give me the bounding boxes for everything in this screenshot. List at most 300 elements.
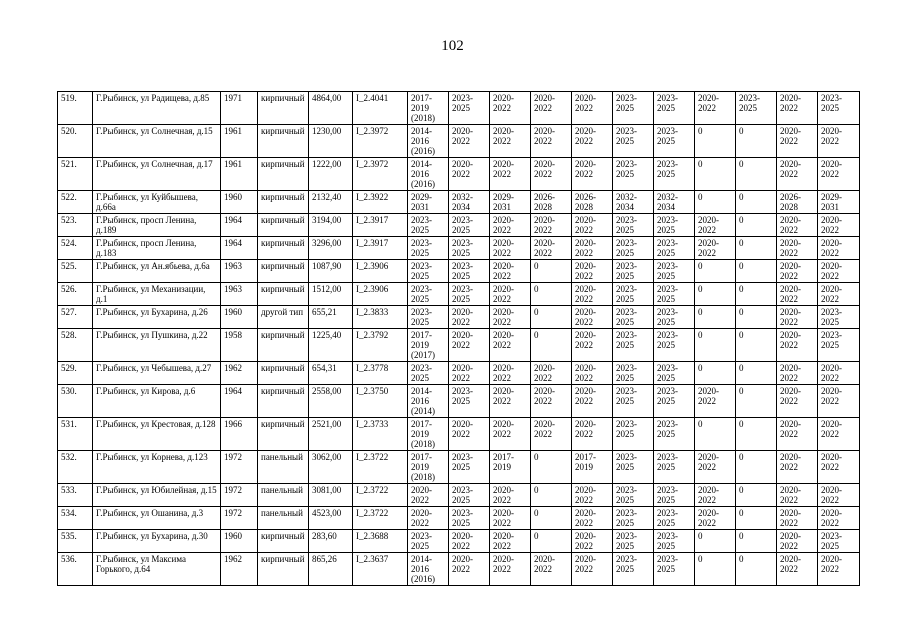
cell-row-number: 520. (58, 125, 93, 158)
cell-area: 3081,00 (309, 484, 353, 507)
cell-period-2: 2023-2025 (449, 237, 490, 260)
cell-wall-material: кирпичный (258, 158, 309, 191)
cell-area: 4864,00 (309, 92, 353, 125)
cell-period-5: 2020-2022 (572, 125, 613, 158)
cell-year-built: 1960 (221, 191, 258, 214)
cell-period-3: 2020-2022 (490, 530, 531, 553)
cell-period-8: 0 (695, 158, 736, 191)
cell-area: 2132,40 (309, 191, 353, 214)
cell-period-7: 2023-2025 (654, 484, 695, 507)
cell-house-code: I_2.3972 (353, 125, 408, 158)
cell-row-number: 522. (58, 191, 93, 214)
cell-period-3: 2020-2022 (490, 418, 531, 451)
cell-period-11: 2020-2022 (818, 385, 860, 418)
cell-period-10: 2020-2022 (777, 158, 818, 191)
cell-period-8: 0 (695, 530, 736, 553)
cell-period-6: 2023-2025 (613, 507, 654, 530)
cell-address: Г.Рыбинск, ул Кирова, д.6 (93, 385, 221, 418)
cell-wall-material: панельный (258, 507, 309, 530)
table-row (58, 306, 860, 329)
cell-row-number: 530. (58, 385, 93, 418)
cell-area: 865,26 (309, 553, 353, 586)
cell-period-2: 2023-2025 (449, 507, 490, 530)
cell-period-3: 2020-2022 (490, 237, 531, 260)
cell-area: 1512,00 (309, 283, 353, 306)
cell-year-built: 1962 (221, 553, 258, 586)
cell-period-4: 0 (531, 329, 572, 362)
table-row (58, 329, 860, 362)
cell-period-9: 0 (736, 125, 777, 158)
cell-wall-material: кирпичный (258, 385, 309, 418)
cell-period-7: 2023-2025 (654, 237, 695, 260)
cell-row-number: 524. (58, 237, 93, 260)
cell-period-9: 0 (736, 530, 777, 553)
cell-period-1: 2023-2025 (408, 283, 449, 306)
cell-period-7: 2032-2034 (654, 191, 695, 214)
cell-wall-material: кирпичный (258, 125, 309, 158)
cell-period-6: 2023-2025 (613, 214, 654, 237)
cell-period-4: 2020-2022 (531, 92, 572, 125)
cell-period-1: 2017-2019 (2018) (408, 418, 449, 451)
table-row (58, 418, 860, 451)
cell-period-11: 2020-2022 (818, 451, 860, 484)
cell-house-code: I_2.4041 (353, 92, 408, 125)
cell-period-10: 2020-2022 (777, 92, 818, 125)
cell-address: Г.Рыбинск, ул Бухарина, д.30 (93, 530, 221, 553)
cell-period-9: 0 (736, 214, 777, 237)
cell-period-1: 2014-2016 (2016) (408, 553, 449, 586)
cell-wall-material: кирпичный (258, 362, 309, 385)
cell-address: Г.Рыбинск, ул Бухарина, д.26 (93, 306, 221, 329)
cell-address: Г.Рыбинск, ул Корнева, д.123 (93, 451, 221, 484)
cell-period-8: 0 (695, 306, 736, 329)
table-body (58, 92, 860, 586)
cell-house-code: I_2.3906 (353, 283, 408, 306)
table-row (58, 283, 860, 306)
cell-period-11: 2020-2022 (818, 484, 860, 507)
cell-period-7: 2023-2025 (654, 507, 695, 530)
cell-period-1: 2023-2025 (408, 530, 449, 553)
cell-area: 1222,00 (309, 158, 353, 191)
cell-year-built: 1972 (221, 451, 258, 484)
cell-period-5: 2020-2022 (572, 329, 613, 362)
cell-period-6: 2023-2025 (613, 92, 654, 125)
cell-period-7: 2023-2025 (654, 451, 695, 484)
cell-house-code: I_2.3972 (353, 158, 408, 191)
cell-period-5: 2020-2022 (572, 507, 613, 530)
cell-period-9: 0 (736, 451, 777, 484)
cell-period-5: 2020-2022 (572, 306, 613, 329)
cell-year-built: 1961 (221, 158, 258, 191)
cell-period-2: 2020-2022 (449, 125, 490, 158)
cell-period-5: 2020-2022 (572, 484, 613, 507)
cell-period-5: 2020-2022 (572, 92, 613, 125)
cell-period-10: 2020-2022 (777, 507, 818, 530)
cell-house-code: I_2.3722 (353, 484, 408, 507)
cell-period-2: 2023-2025 (449, 214, 490, 237)
page-number: 102 (441, 38, 464, 54)
cell-year-built: 1958 (221, 329, 258, 362)
cell-period-9: 0 (736, 158, 777, 191)
cell-period-11: 2020-2022 (818, 553, 860, 586)
cell-wall-material: панельный (258, 451, 309, 484)
cell-period-4: 2020-2022 (531, 158, 572, 191)
cell-period-5: 2017-2019 (572, 451, 613, 484)
cell-period-6: 2023-2025 (613, 385, 654, 418)
cell-period-5: 2020-2022 (572, 237, 613, 260)
cell-area: 2521,00 (309, 418, 353, 451)
cell-period-3: 2017-2019 (490, 451, 531, 484)
cell-period-9: 0 (736, 507, 777, 530)
cell-house-code: I_2.3750 (353, 385, 408, 418)
cell-wall-material: кирпичный (258, 237, 309, 260)
cell-address: Г.Рыбинск, ул Солнечная, д.17 (93, 158, 221, 191)
cell-period-5: 2020-2022 (572, 260, 613, 283)
cell-period-7: 2023-2025 (654, 92, 695, 125)
cell-period-1: 2023-2025 (408, 237, 449, 260)
cell-address: Г.Рыбинск, просп Ленина, д.183 (93, 237, 221, 260)
cell-wall-material: кирпичный (258, 418, 309, 451)
cell-period-5: 2020-2022 (572, 553, 613, 586)
cell-period-2: 2023-2025 (449, 260, 490, 283)
cell-period-6: 2023-2025 (613, 418, 654, 451)
cell-row-number: 532. (58, 451, 93, 484)
cell-period-1: 2023-2025 (408, 362, 449, 385)
cell-period-1: 2014-2016 (2016) (408, 158, 449, 191)
cell-wall-material: кирпичный (258, 191, 309, 214)
cell-period-2: 2023-2025 (449, 92, 490, 125)
cell-period-8: 2020-2022 (695, 92, 736, 125)
cell-row-number: 529. (58, 362, 93, 385)
cell-period-11: 2029-2031 (818, 191, 860, 214)
cell-period-3: 2020-2022 (490, 92, 531, 125)
cell-address: Г.Рыбинск, ул Юбилейная, д.15 (93, 484, 221, 507)
cell-period-3: 2020-2022 (490, 306, 531, 329)
cell-period-10: 2020-2022 (777, 362, 818, 385)
cell-year-built: 1960 (221, 306, 258, 329)
cell-house-code: I_2.3917 (353, 214, 408, 237)
cell-row-number: 523. (58, 214, 93, 237)
cell-area: 654,31 (309, 362, 353, 385)
cell-period-10: 2020-2022 (777, 385, 818, 418)
cell-period-4: 0 (531, 451, 572, 484)
cell-address: Г.Рыбинск, ул Пушкина, д.22 (93, 329, 221, 362)
cell-period-6: 2023-2025 (613, 125, 654, 158)
cell-period-3: 2020-2022 (490, 214, 531, 237)
cell-period-11: 2020-2022 (818, 125, 860, 158)
cell-period-11: 2023-2025 (818, 530, 860, 553)
cell-period-1: 2017-2019 (2017) (408, 329, 449, 362)
cell-row-number: 527. (58, 306, 93, 329)
table-row (58, 553, 860, 586)
cell-period-8: 0 (695, 283, 736, 306)
cell-period-5: 2020-2022 (572, 385, 613, 418)
cell-area: 3194,00 (309, 214, 353, 237)
cell-period-9: 2023-2025 (736, 92, 777, 125)
cell-period-3: 2020-2022 (490, 362, 531, 385)
cell-period-3: 2020-2022 (490, 553, 531, 586)
table-row (58, 484, 860, 507)
cell-period-9: 0 (736, 329, 777, 362)
cell-row-number: 521. (58, 158, 93, 191)
cell-address: Г.Рыбинск, ул Максима Горького, д.64 (93, 553, 221, 586)
cell-period-3: 2020-2022 (490, 329, 531, 362)
cell-period-1: 2014-2016 (2014) (408, 385, 449, 418)
cell-period-2: 2032-2034 (449, 191, 490, 214)
cell-period-4: 2020-2022 (531, 418, 572, 451)
cell-period-1: 2023-2025 (408, 260, 449, 283)
cell-period-4: 2020-2022 (531, 125, 572, 158)
cell-house-code: I_2.3906 (353, 260, 408, 283)
cell-house-code: I_2.3778 (353, 362, 408, 385)
cell-period-11: 2023-2025 (818, 92, 860, 125)
cell-period-8: 0 (695, 418, 736, 451)
cell-period-11: 2023-2025 (818, 329, 860, 362)
cell-period-2: 2020-2022 (449, 306, 490, 329)
cell-address: Г.Рыбинск, просп Ленина, д.189 (93, 214, 221, 237)
cell-year-built: 1963 (221, 260, 258, 283)
cell-period-9: 0 (736, 191, 777, 214)
cell-period-4: 0 (531, 507, 572, 530)
cell-period-8: 0 (695, 260, 736, 283)
cell-address: Г.Рыбинск, ул Ан.ябьева, д.6а (93, 260, 221, 283)
cell-house-code: I_2.3722 (353, 507, 408, 530)
table-row (58, 158, 860, 191)
cell-period-5: 2020-2022 (572, 530, 613, 553)
cell-row-number: 534. (58, 507, 93, 530)
cell-period-7: 2023-2025 (654, 385, 695, 418)
cell-year-built: 1964 (221, 237, 258, 260)
cell-period-8: 2020-2022 (695, 385, 736, 418)
cell-period-7: 2023-2025 (654, 418, 695, 451)
cell-wall-material: кирпичный (258, 283, 309, 306)
cell-period-7: 2023-2025 (654, 283, 695, 306)
cell-period-6: 2023-2025 (613, 158, 654, 191)
cell-house-code: I_2.3722 (353, 451, 408, 484)
cell-period-2: 2020-2022 (449, 530, 490, 553)
cell-period-8: 0 (695, 553, 736, 586)
cell-wall-material: панельный (258, 484, 309, 507)
cell-area: 1087,90 (309, 260, 353, 283)
cell-area: 2558,00 (309, 385, 353, 418)
cell-period-10: 2020-2022 (777, 214, 818, 237)
housing-table (57, 91, 860, 586)
cell-period-10: 2020-2022 (777, 451, 818, 484)
cell-period-3: 2020-2022 (490, 507, 531, 530)
cell-period-6: 2023-2025 (613, 329, 654, 362)
cell-period-8: 2020-2022 (695, 484, 736, 507)
cell-period-1: 2029-2031 (408, 191, 449, 214)
cell-period-3: 2020-2022 (490, 484, 531, 507)
cell-year-built: 1964 (221, 385, 258, 418)
cell-period-7: 2023-2025 (654, 260, 695, 283)
cell-period-9: 0 (736, 283, 777, 306)
cell-year-built: 1972 (221, 484, 258, 507)
cell-address: Г.Рыбинск, ул Механизации, д.1 (93, 283, 221, 306)
cell-period-8: 2020-2022 (695, 451, 736, 484)
cell-period-5: 2020-2022 (572, 158, 613, 191)
cell-wall-material: кирпичный (258, 530, 309, 553)
table-row (58, 92, 860, 125)
cell-period-9: 0 (736, 362, 777, 385)
cell-period-6: 2032-2034 (613, 191, 654, 214)
cell-period-10: 2020-2022 (777, 553, 818, 586)
cell-period-11: 2020-2022 (818, 237, 860, 260)
table-row (58, 125, 860, 158)
cell-period-2: 2020-2022 (449, 362, 490, 385)
cell-area: 3062,00 (309, 451, 353, 484)
cell-wall-material: кирпичный (258, 92, 309, 125)
cell-period-1: 2023-2025 (408, 214, 449, 237)
cell-period-6: 2023-2025 (613, 283, 654, 306)
cell-period-8: 0 (695, 362, 736, 385)
cell-row-number: 526. (58, 283, 93, 306)
cell-area: 4523,00 (309, 507, 353, 530)
cell-period-1: 2014-2016 (2016) (408, 125, 449, 158)
cell-period-8: 2020-2022 (695, 214, 736, 237)
cell-row-number: 525. (58, 260, 93, 283)
cell-period-3: 2029-2031 (490, 191, 531, 214)
cell-period-11: 2020-2022 (818, 418, 860, 451)
cell-period-2: 2023-2025 (449, 451, 490, 484)
table-row (58, 237, 860, 260)
table-row (58, 507, 860, 530)
cell-period-2: 2023-2025 (449, 283, 490, 306)
cell-period-11: 2020-2022 (818, 362, 860, 385)
table-row (58, 451, 860, 484)
cell-period-9: 0 (736, 306, 777, 329)
cell-period-2: 2020-2022 (449, 329, 490, 362)
cell-row-number: 519. (58, 92, 93, 125)
cell-year-built: 1964 (221, 214, 258, 237)
cell-period-3: 2020-2022 (490, 158, 531, 191)
cell-row-number: 531. (58, 418, 93, 451)
cell-period-2: 2020-2022 (449, 418, 490, 451)
cell-area: 3296,00 (309, 237, 353, 260)
cell-row-number: 528. (58, 329, 93, 362)
cell-period-2: 2023-2025 (449, 484, 490, 507)
cell-period-2: 2020-2022 (449, 553, 490, 586)
cell-period-10: 2020-2022 (777, 260, 818, 283)
cell-period-6: 2023-2025 (613, 362, 654, 385)
cell-period-9: 0 (736, 484, 777, 507)
cell-period-1: 2017-2019 (2018) (408, 451, 449, 484)
cell-period-4: 0 (531, 283, 572, 306)
cell-period-8: 0 (695, 329, 736, 362)
table-row (58, 191, 860, 214)
cell-period-5: 2020-2022 (572, 418, 613, 451)
cell-period-4: 2020-2022 (531, 214, 572, 237)
cell-period-8: 0 (695, 191, 736, 214)
cell-period-6: 2023-2025 (613, 237, 654, 260)
cell-period-4: 0 (531, 530, 572, 553)
cell-period-7: 2023-2025 (654, 329, 695, 362)
cell-year-built: 1960 (221, 530, 258, 553)
cell-period-4: 2020-2022 (531, 237, 572, 260)
cell-period-11: 2020-2022 (818, 283, 860, 306)
cell-year-built: 1971 (221, 92, 258, 125)
cell-year-built: 1966 (221, 418, 258, 451)
table-row (58, 260, 860, 283)
cell-period-5: 2020-2022 (572, 362, 613, 385)
cell-house-code: I_2.3917 (353, 237, 408, 260)
cell-period-4: 0 (531, 484, 572, 507)
cell-period-10: 2026-2028 (777, 191, 818, 214)
cell-period-11: 2020-2022 (818, 158, 860, 191)
cell-address: Г.Рыбинск, ул Куйбышева, д.66а (93, 191, 221, 214)
cell-period-7: 2023-2025 (654, 214, 695, 237)
cell-wall-material: кирпичный (258, 329, 309, 362)
cell-period-7: 2023-2025 (654, 125, 695, 158)
cell-year-built: 1961 (221, 125, 258, 158)
cell-period-10: 2020-2022 (777, 125, 818, 158)
cell-period-6: 2023-2025 (613, 553, 654, 586)
cell-period-5: 2026-2028 (572, 191, 613, 214)
cell-period-8: 2020-2022 (695, 237, 736, 260)
cell-period-10: 2020-2022 (777, 237, 818, 260)
cell-period-5: 2020-2022 (572, 283, 613, 306)
cell-period-11: 2023-2025 (818, 306, 860, 329)
cell-house-code: I_2.3833 (353, 306, 408, 329)
cell-period-6: 2023-2025 (613, 451, 654, 484)
cell-period-4: 0 (531, 306, 572, 329)
cell-period-1: 2023-2025 (408, 306, 449, 329)
cell-period-4: 2020-2022 (531, 553, 572, 586)
table-row (58, 362, 860, 385)
cell-period-3: 2020-2022 (490, 385, 531, 418)
cell-period-6: 2023-2025 (613, 260, 654, 283)
table-row (58, 530, 860, 553)
cell-period-6: 2023-2025 (613, 530, 654, 553)
cell-period-4: 2020-2022 (531, 362, 572, 385)
cell-period-3: 2020-2022 (490, 283, 531, 306)
cell-period-11: 2020-2022 (818, 507, 860, 530)
cell-house-code: I_2.3733 (353, 418, 408, 451)
cell-period-7: 2023-2025 (654, 158, 695, 191)
cell-house-code: I_2.3637 (353, 553, 408, 586)
cell-area: 283,60 (309, 530, 353, 553)
cell-wall-material: другой тип (258, 306, 309, 329)
cell-period-4: 0 (531, 260, 572, 283)
cell-period-10: 2020-2022 (777, 418, 818, 451)
cell-period-5: 2020-2022 (572, 214, 613, 237)
cell-address: Г.Рыбинск, ул Радищева, д.85 (93, 92, 221, 125)
cell-period-8: 0 (695, 125, 736, 158)
cell-row-number: 533. (58, 484, 93, 507)
cell-area: 1225,40 (309, 329, 353, 362)
cell-house-code: I_2.3792 (353, 329, 408, 362)
cell-address: Г.Рыбинск, ул Крестовая, д.128 (93, 418, 221, 451)
cell-period-7: 2023-2025 (654, 306, 695, 329)
cell-address: Г.Рыбинск, ул Чебышева, д.27 (93, 362, 221, 385)
cell-house-code: I_2.3922 (353, 191, 408, 214)
cell-area: 655,21 (309, 306, 353, 329)
table-row (58, 385, 860, 418)
cell-period-8: 2020-2022 (695, 507, 736, 530)
cell-year-built: 1962 (221, 362, 258, 385)
cell-period-10: 2020-2022 (777, 283, 818, 306)
cell-period-7: 2023-2025 (654, 553, 695, 586)
cell-period-11: 2020-2022 (818, 214, 860, 237)
cell-period-10: 2020-2022 (777, 306, 818, 329)
cell-period-4: 2020-2022 (531, 385, 572, 418)
cell-period-1: 2017-2019 (2018) (408, 92, 449, 125)
cell-wall-material: кирпичный (258, 553, 309, 586)
cell-period-9: 0 (736, 260, 777, 283)
cell-period-2: 2023-2025 (449, 385, 490, 418)
cell-period-1: 2020-2022 (408, 484, 449, 507)
cell-period-6: 2023-2025 (613, 484, 654, 507)
